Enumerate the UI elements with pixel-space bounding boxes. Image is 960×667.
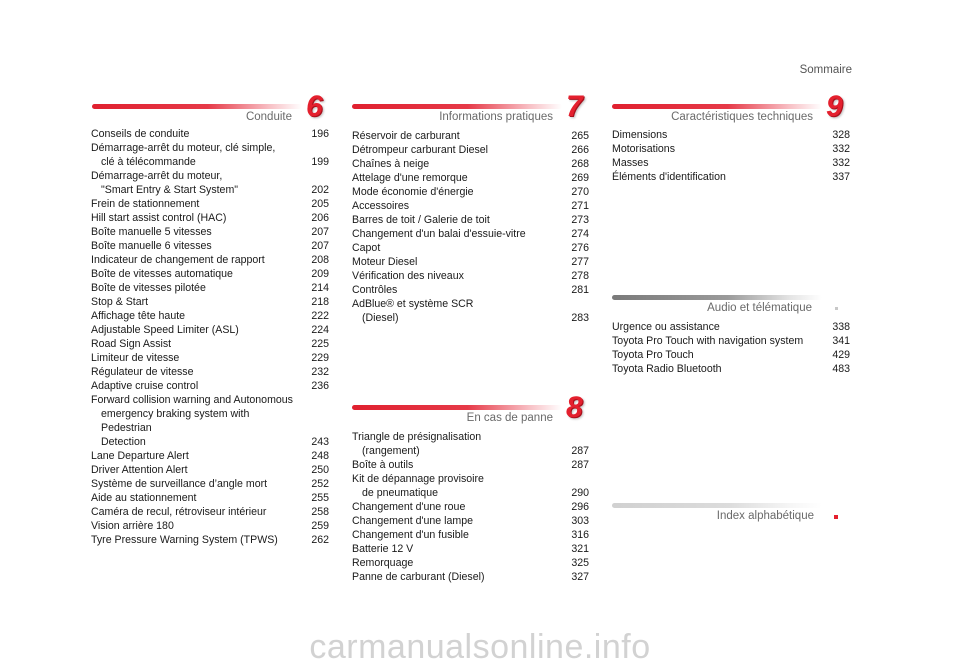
toc-entry[interactable] xyxy=(352,129,589,143)
toc-entry-page: 274 xyxy=(571,228,589,240)
toc-entry[interactable] xyxy=(91,505,329,519)
toc-entry[interactable] xyxy=(91,393,329,449)
toc-entry-title xyxy=(612,170,850,184)
toc-entry-title xyxy=(352,528,589,542)
toc-entry-title xyxy=(612,320,850,334)
toc-entry-line: Adjustable Speed Limiter (ASL) xyxy=(91,324,239,336)
toc-entry-line: Remorquage xyxy=(352,557,414,569)
toc-entry-title xyxy=(352,213,589,227)
toc-entry[interactable] xyxy=(352,542,589,556)
toc-entry-page: 321 xyxy=(571,543,589,555)
toc-entry-page: 207 xyxy=(311,240,329,252)
toc-entry-line: Driver Attention Alert xyxy=(91,464,188,476)
section-header-audio[interactable] xyxy=(612,285,852,315)
toc-entry-page: 250 xyxy=(311,464,329,476)
toc-entry-title xyxy=(352,297,589,325)
toc-entry-page: 483 xyxy=(832,363,850,375)
toc-entry-line: Stop & Start xyxy=(91,296,149,308)
section-number: 6 xyxy=(306,90,323,123)
toc-entry-page: 214 xyxy=(311,282,329,294)
toc-entry[interactable] xyxy=(91,281,329,295)
toc-entry[interactable] xyxy=(352,500,589,514)
toc-entry-line: "Smart Entry & Start System" xyxy=(101,184,239,196)
toc-entry-page: 325 xyxy=(571,557,589,569)
toc-entry-title xyxy=(352,458,589,472)
toc-entry[interactable] xyxy=(352,458,589,472)
toc-entry[interactable] xyxy=(352,157,589,171)
toc-entry-title xyxy=(91,295,329,309)
section-title: Index alphabétique xyxy=(716,510,814,522)
toc-entry-title xyxy=(612,142,850,156)
toc-entry[interactable] xyxy=(91,533,329,547)
toc-entry-title xyxy=(91,379,329,393)
toc-entry[interactable] xyxy=(352,514,589,528)
toc-entry-page: 218 xyxy=(311,296,329,308)
toc-entry-title xyxy=(91,533,329,547)
toc-entry[interactable] xyxy=(91,365,329,379)
toc-entry-title xyxy=(91,225,329,239)
toc-entry-line: Démarrage-arrêt du moteur, xyxy=(91,170,223,182)
toc-entry-line: Changement d'une roue xyxy=(352,501,466,513)
toc-entry-page: 243 xyxy=(311,436,329,448)
toc-entry-page: 229 xyxy=(311,352,329,364)
section-bar xyxy=(612,104,822,109)
section-title: Audio et télématique xyxy=(707,302,812,314)
toc-entry-title xyxy=(91,141,329,169)
toc-entry-line: Panne de carburant (Diesel) xyxy=(352,571,485,583)
toc-entry-line: AdBlue® et système SCR xyxy=(352,298,474,310)
toc-entry-page: 341 xyxy=(832,335,850,347)
toc-entry-line: Toyota Pro Touch xyxy=(612,349,694,361)
toc-entry-page: 276 xyxy=(571,242,589,254)
toc-list-conduite xyxy=(91,127,329,547)
toc-entry-page: 224 xyxy=(311,324,329,336)
toc-entry-line: Boîte de vitesses automatique xyxy=(91,268,233,280)
toc-entry-line: Boîte à outils xyxy=(352,459,414,471)
toc-entry-title xyxy=(352,129,589,143)
toc-entry-title xyxy=(91,463,329,477)
toc-entry-line: Frein de stationnement xyxy=(91,198,200,210)
toc-entry[interactable] xyxy=(352,528,589,542)
toc-entry[interactable] xyxy=(91,211,329,225)
toc-entry[interactable] xyxy=(352,255,589,269)
section-bar xyxy=(612,503,822,508)
toc-entry-line: Adaptive cruise control xyxy=(91,380,199,392)
toc-entry[interactable] xyxy=(91,491,329,505)
toc-entry-page: 225 xyxy=(311,338,329,350)
toc-entry-page: 332 xyxy=(832,143,850,155)
section-header-infos[interactable] xyxy=(352,90,592,124)
toc-entry-page: 206 xyxy=(311,212,329,224)
toc-entry-line: (rangement) xyxy=(362,445,420,457)
section-number: 8 xyxy=(566,391,583,424)
toc-entry-page: 232 xyxy=(311,366,329,378)
toc-entry[interactable] xyxy=(91,253,329,267)
toc-entry-line: Régulateur de vitesse xyxy=(91,366,194,378)
toc-entry-title xyxy=(91,211,329,225)
toc-entry-title xyxy=(91,323,329,337)
toc-entry-page: 266 xyxy=(571,144,589,156)
toc-entry[interactable] xyxy=(91,463,329,477)
toc-entry-line: Vérification des niveaux xyxy=(352,270,464,282)
toc-entry[interactable] xyxy=(91,309,329,323)
section-dot-icon xyxy=(835,307,838,310)
toc-entry-line: Hill start assist control (HAC) xyxy=(91,212,227,224)
toc-entry-title xyxy=(91,491,329,505)
section-header-panne[interactable] xyxy=(352,391,592,425)
toc-entry-title xyxy=(352,241,589,255)
toc-entry[interactable] xyxy=(612,362,850,376)
toc-entry-page: 262 xyxy=(311,534,329,546)
toc-entry-line: Urgence ou assistance xyxy=(612,321,720,333)
toc-entry-page: 328 xyxy=(832,129,850,141)
toc-entry-line: Réservoir de carburant xyxy=(352,130,460,142)
toc-entry-line: Motorisations xyxy=(612,143,675,155)
toc-entry-title xyxy=(612,362,850,376)
toc-entry[interactable] xyxy=(91,351,329,365)
toc-entry-title xyxy=(91,281,329,295)
toc-entry-page: 338 xyxy=(832,321,850,333)
toc-entry[interactable] xyxy=(91,239,329,253)
section-dot-icon xyxy=(834,515,838,519)
toc-list-panne xyxy=(352,430,589,584)
toc-entry-line: Attelage d'une remorque xyxy=(352,172,468,184)
toc-entry-title xyxy=(352,199,589,213)
toc-entry-title xyxy=(352,500,589,514)
toc-entry[interactable] xyxy=(91,519,329,533)
toc-entry-line: Caméra de recul, rétroviseur intérieur xyxy=(91,506,267,518)
toc-entry-title xyxy=(91,365,329,379)
toc-entry-page: 270 xyxy=(571,186,589,198)
toc-entry[interactable] xyxy=(91,337,329,351)
toc-entry[interactable] xyxy=(352,227,589,241)
toc-entry-page: 287 xyxy=(571,445,589,457)
toc-entry-line: Capot xyxy=(352,242,381,254)
toc-entry-title xyxy=(91,169,329,197)
toc-entry-line: Aide au stationnement xyxy=(91,492,197,504)
toc-entry-page: 296 xyxy=(571,501,589,513)
toc-entry-page: 332 xyxy=(832,157,850,169)
toc-entry-title xyxy=(91,337,329,351)
toc-entry-page: 277 xyxy=(571,256,589,268)
toc-list-audio xyxy=(612,320,850,376)
toc-entry-page: 236 xyxy=(311,380,329,392)
toc-entry-line: Indicateur de changement de rapport xyxy=(91,254,265,266)
toc-entry-page: 287 xyxy=(571,459,589,471)
toc-entry-line: Affichage tête haute xyxy=(91,310,186,322)
toc-entry-page: 268 xyxy=(571,158,589,170)
toc-entry[interactable] xyxy=(352,269,589,283)
section-bar xyxy=(612,295,822,300)
toc-entry-line: Système de surveillance d’angle mort xyxy=(91,478,268,490)
toc-entry-page: 265 xyxy=(571,130,589,142)
toc-entry-title xyxy=(352,472,589,500)
toc-entry-line: clé à télécommande xyxy=(101,156,196,168)
toc-entry[interactable] xyxy=(91,449,329,463)
toc-entry-line: (Diesel) xyxy=(362,312,399,324)
toc-entry[interactable] xyxy=(352,472,589,500)
toc-entry-title xyxy=(91,477,329,491)
section-title: En cas de panne xyxy=(466,412,553,424)
toc-entry-page: 209 xyxy=(311,268,329,280)
toc-entry-line: emergency braking system with Pedestrian xyxy=(101,408,250,434)
sommaire-title[interactable]: Sommaire xyxy=(799,64,852,76)
toc-entry[interactable] xyxy=(352,171,589,185)
toc-entry-title xyxy=(91,393,329,449)
toc-entry-page: 278 xyxy=(571,270,589,282)
toc-entry-line: Vision arrière 180 xyxy=(91,520,174,532)
toc-entry-line: Batterie 12 V xyxy=(352,543,414,555)
toc-entry-line: Toyota Pro Touch with navigation system xyxy=(612,335,804,347)
toc-entry-line: Boîte manuelle 6 vitesses xyxy=(91,240,212,252)
toc-entry-page: 303 xyxy=(571,515,589,527)
toc-entry-line: Changement d'une lampe xyxy=(352,515,473,527)
toc-entry-title xyxy=(612,348,850,362)
toc-entry[interactable] xyxy=(612,170,850,184)
toc-entry-title xyxy=(352,185,589,199)
toc-entry-line: Boîte manuelle 5 vitesses xyxy=(91,226,212,238)
toc-entry-title xyxy=(352,269,589,283)
toc-entry-page: 271 xyxy=(571,200,589,212)
toc-entry-page: 283 xyxy=(571,312,589,324)
toc-entry-page: 222 xyxy=(311,310,329,322)
toc-entry-line: Road Sign Assist xyxy=(91,338,172,350)
toc-list-carac xyxy=(612,128,850,184)
toc-entry-title xyxy=(91,309,329,323)
toc-entry-line: Conseils de conduite xyxy=(91,128,190,140)
toc-entry-line: Barres de toit / Galerie de toit xyxy=(352,214,490,226)
toc-entry-line: Détrompeur carburant Diesel xyxy=(352,144,489,156)
toc-entry-line: Changement d'un fusible xyxy=(352,529,469,541)
section-bar xyxy=(352,104,562,109)
toc-entry-line: Boîte de vitesses pilotée xyxy=(91,282,206,294)
toc-entry[interactable] xyxy=(612,348,850,362)
toc-entry[interactable] xyxy=(612,128,850,142)
toc-entry-title xyxy=(352,143,589,157)
toc-entry[interactable] xyxy=(612,334,850,348)
toc-entry[interactable] xyxy=(612,156,850,170)
toc-entry-title xyxy=(91,197,329,211)
toc-entry[interactable] xyxy=(352,213,589,227)
toc-entry-line: Tyre Pressure Warning System (TPWS) xyxy=(91,534,278,546)
toc-entry[interactable] xyxy=(91,379,329,393)
toc-entry[interactable] xyxy=(91,267,329,281)
toc-entry[interactable] xyxy=(91,141,329,169)
section-header-conduite[interactable] xyxy=(92,90,332,124)
toc-entry-page: 202 xyxy=(311,184,329,196)
toc-entry[interactable] xyxy=(91,295,329,309)
toc-entry-page: 252 xyxy=(311,478,329,490)
toc-entry-line: Chaînes à neige xyxy=(352,158,430,170)
toc-entry-page: 196 xyxy=(311,128,329,140)
toc-entry-line: Detection xyxy=(101,436,146,448)
toc-entry-page: 207 xyxy=(311,226,329,238)
section-number: 9 xyxy=(826,90,843,123)
section-bar xyxy=(92,104,302,109)
toc-entry[interactable] xyxy=(91,169,329,197)
toc-entry-line: Démarrage-arrêt du moteur, clé simple, xyxy=(91,142,276,154)
toc-entry-title xyxy=(612,128,850,142)
toc-entry-line: Contrôles xyxy=(352,284,398,296)
toc-entry[interactable] xyxy=(612,142,850,156)
toc-entry-line: Accessoires xyxy=(352,200,410,212)
toc-entry[interactable] xyxy=(91,197,329,211)
toc-entry[interactable] xyxy=(91,225,329,239)
toc-entry-page: 208 xyxy=(311,254,329,266)
watermark: carmanualsonline.info xyxy=(309,628,651,666)
toc-entry-page: 199 xyxy=(311,156,329,168)
toc-entry-title xyxy=(352,542,589,556)
toc-entry-page: 205 xyxy=(311,198,329,210)
toc-entry-line: Mode économie d'énergie xyxy=(352,186,474,198)
toc-entry-page: 273 xyxy=(571,214,589,226)
toc-entry-line: de pneumatique xyxy=(362,487,438,499)
toc-entry[interactable] xyxy=(352,199,589,213)
toc-entry-page: 327 xyxy=(571,571,589,583)
section-number: 7 xyxy=(566,90,583,123)
toc-entry-title xyxy=(352,570,589,584)
toc-entry[interactable] xyxy=(612,320,850,334)
section-title: Caractéristiques techniques xyxy=(671,111,813,123)
toc-entry-line: Moteur Diesel xyxy=(352,256,418,268)
toc-entry-line: Limiteur de vitesse xyxy=(91,352,180,364)
toc-entry-title xyxy=(352,514,589,528)
section-header-carac[interactable] xyxy=(612,90,852,124)
toc-entry-line: Lane Departure Alert xyxy=(91,450,189,462)
toc-entry-title xyxy=(352,255,589,269)
toc-entry-page: 337 xyxy=(832,171,850,183)
toc-entry-page: 429 xyxy=(832,349,850,361)
toc-entry-page: 269 xyxy=(571,172,589,184)
toc-entry-line: Triangle de présignalisation xyxy=(352,431,482,443)
section-bar xyxy=(352,405,562,410)
toc-entry-page: 316 xyxy=(571,529,589,541)
toc-entry-line: Masses xyxy=(612,157,649,169)
toc-entry-title xyxy=(91,267,329,281)
toc-entry-line: Forward collision warning and Autonomous xyxy=(91,394,293,406)
toc-entry[interactable] xyxy=(91,127,329,141)
toc-entry-page: 259 xyxy=(311,520,329,532)
toc-entry-title xyxy=(91,449,329,463)
toc-entry-title xyxy=(91,519,329,533)
toc-entry-title xyxy=(612,156,850,170)
toc-entry-line: Dimensions xyxy=(612,129,668,141)
toc-entry-page: 255 xyxy=(311,492,329,504)
toc-entry-title xyxy=(352,283,589,297)
toc-entry-title xyxy=(91,253,329,267)
toc-entry-title xyxy=(612,334,850,348)
toc-entry-page: 290 xyxy=(571,487,589,499)
toc-entry-title xyxy=(352,227,589,241)
toc-entry-title xyxy=(91,351,329,365)
toc-entry[interactable] xyxy=(352,297,589,325)
toc-entry-page: 248 xyxy=(311,450,329,462)
toc-entry-title xyxy=(352,556,589,570)
toc-entry[interactable] xyxy=(91,477,329,491)
toc-entry-line: Kit de dépannage provisoire xyxy=(352,473,484,485)
toc-entry-title xyxy=(352,171,589,185)
section-title: Informations pratiques xyxy=(439,111,553,123)
toc-entry-title xyxy=(91,127,329,141)
toc-entry-line: Toyota Radio Bluetooth xyxy=(612,363,722,375)
toc-entry-page: 281 xyxy=(571,284,589,296)
section-title: Conduite xyxy=(245,111,292,123)
toc-entry-title xyxy=(91,239,329,253)
toc-entry-page: 258 xyxy=(311,506,329,518)
toc-entry[interactable] xyxy=(352,556,589,570)
toc-entry[interactable] xyxy=(352,185,589,199)
toc-entry[interactable] xyxy=(352,430,589,458)
toc-list-infos xyxy=(352,129,589,325)
toc-entry[interactable] xyxy=(352,241,589,255)
toc-entry-title xyxy=(91,505,329,519)
toc-entry-line: Éléments d'identification xyxy=(612,171,726,183)
toc-entry[interactable] xyxy=(352,570,589,584)
toc-entry-line: Changement d'un balai d'essuie-vitre xyxy=(352,228,526,240)
section-header-index[interactable] xyxy=(612,493,852,523)
toc-entry[interactable] xyxy=(352,143,589,157)
toc-entry[interactable] xyxy=(352,283,589,297)
toc-entry[interactable] xyxy=(91,323,329,337)
toc-entry-title xyxy=(352,430,589,458)
toc-entry-title xyxy=(352,157,589,171)
